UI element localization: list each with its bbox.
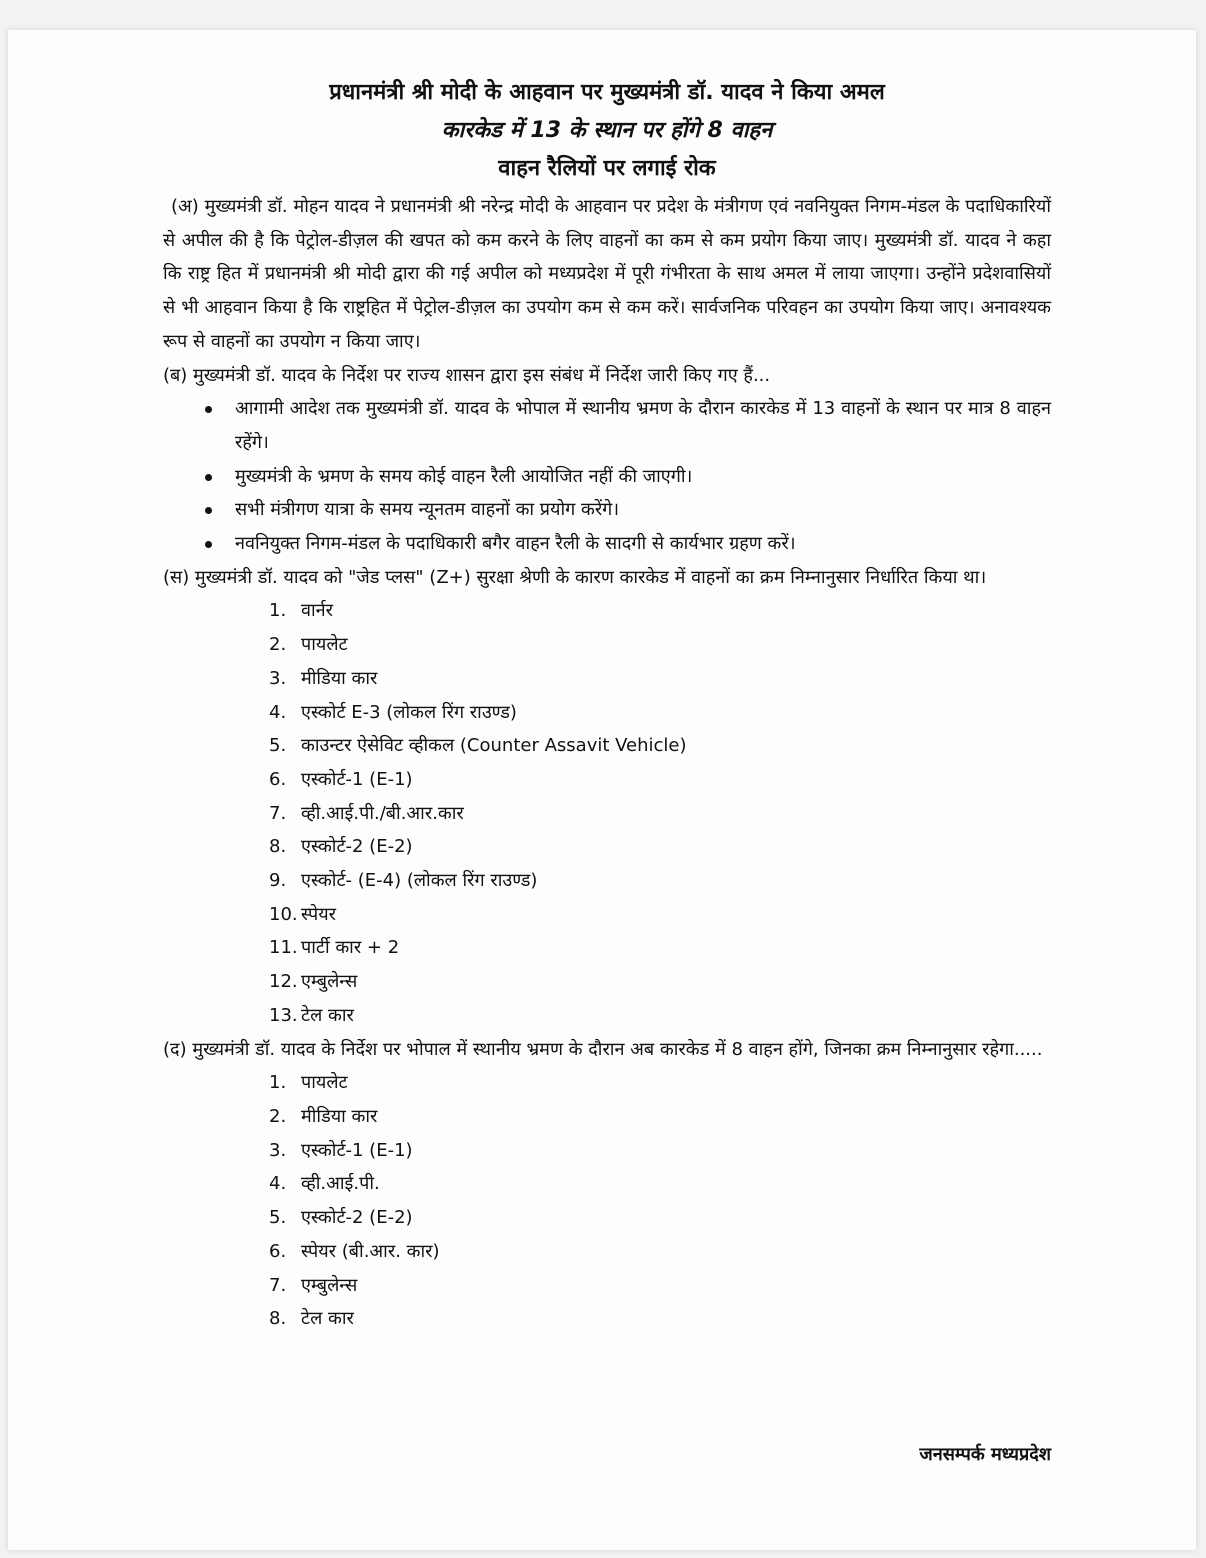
new-convoy-list <box>163 1066 1051 1336</box>
paragraph-c: (स) मुख्यमंत्री डॉ. यादव को "जेड प्लस" (Z+) सुरक्षा श्रेणी के कारण कारकेड में वाहनों का क्रम निम्नानुसार निर्धारित किया था। <box>163 566 987 588</box>
bullet-item: मुख्यमंत्री के भ्रमण के समय कोई वाहन रैली आयोजित नहीं की जाएगी। <box>235 460 1051 494</box>
list-item: 6. एस्कोर्ट-1 (E-1) <box>269 768 413 790</box>
subheadline: कारकेड में 13 के स्थान पर होंगे 8 वाहन <box>441 118 773 143</box>
list-item: 13. टेल कार <box>269 1004 354 1026</box>
list-item: 1. वार्नर <box>269 600 334 622</box>
list-item: 10. स्पेयर <box>269 903 337 925</box>
list-item: 5. काउन्टर ऐसेविट व्हीकल (Counter Assavit Vehicle) <box>269 735 687 757</box>
headline: प्रधानमंत्री श्री मोदी के आहवान पर मुख्यमंत्री डॉ. यादव ने किया अमल <box>329 80 885 105</box>
list-item: 7. एम्बुलेन्स <box>269 1274 358 1296</box>
bullet-item: आगामी आदेश तक मुख्यमंत्री डॉ. यादव के भोपाल में स्थानीय भ्रमण के दौरान कारकेड में 13 वाहनों के स्थान पर मात्र 8 वाहन रहेंगे। <box>235 392 1051 459</box>
bullet-item: नवनियुक्त निगम-मंडल के पदाधिकारी बगैर वाहन रैली के सादगी से कार्यभार ग्रहण करें। <box>235 527 1051 561</box>
list-item: 9. एस्कोर्ट- (E-4) (लोकल रिंग राउण्ड) <box>269 870 538 892</box>
paragraph-a: (अ) मुख्यमंत्री डॉ. मोहन यादव ने प्रधानमंत्री श्री नरेन्द्र मोदी के आहवान पर प्रदेश के मंत्रीगण एवं नवनियुक्त निगम-मंडल के पदाधिकारियों से अपील की है कि पेट्रोल-डीज़ल की खपत को कम करने के लिए वाहनों का कम से कम प्रयोग किया जाए। मुख्यमंत्री डॉ. यादव ने कहा कि राष्ट्र हित में प्रधानमंत्री श्री मोदी द्वारा की गई अपील को मध्यप्रदेश में पूरी गंभीरता के साथ अमल में लाया जाएगा। उन्होंने प्रदेशवासियों से भी आहवान किया है कि राष्ट्रहित में पेट्रोल-डीज़ल का उपयोग कम से कम करें। सार्वजनिक परिवहन का उपयोग किया जाए। अनावश्यक रूप से वाहनों का उपयोग न किया जाए। <box>163 196 1051 352</box>
list-item: 2. मीडिया कार <box>269 1105 378 1127</box>
list-item: 8. टेल कार <box>269 1308 354 1330</box>
list-item: 6. स्पेयर (बी.आर. कार) <box>269 1240 440 1262</box>
list-item: 7. व्ही.आई.पी./बी.आर.कार <box>269 802 464 824</box>
list-item: 5. एस्कोर्ट-2 (E-2) <box>269 1207 413 1229</box>
list-item: 12. एम्बुलेन्स <box>269 971 358 993</box>
list-item: 4. व्ही.आई.पी. <box>269 1173 380 1195</box>
list-item: 8. एस्कोर्ट-2 (E-2) <box>269 836 413 858</box>
document-page <box>8 30 1196 1550</box>
issuer-signature: जनसम्पर्क मध्यप्रदेश <box>919 1444 1051 1465</box>
document-content <box>163 74 1051 1465</box>
list-item: 11. पार्टी कार + 2 <box>269 937 400 959</box>
bullet-icon <box>205 541 212 548</box>
list-item: 2. पायलेट <box>269 634 348 656</box>
bullet-icon <box>205 474 212 481</box>
paragraph-d: (द) मुख्यमंत्री डॉ. यादव के निर्देश पर भोपाल में स्थानीय भ्रमण के दौरान अब कारकेड में 8 वाहन होंगे, जिनका क्रम निम्नानुसार रहेगा..... <box>163 1038 1043 1060</box>
directive-bullet-list <box>163 392 1051 561</box>
old-convoy-list <box>163 594 1051 1032</box>
paragraph-b: (ब) मुख्यमंत्री डॉ. यादव के निर्देश पर राज्य शासन द्वारा इस संबंध में निर्देश जारी किए गए हैं... <box>163 364 771 386</box>
list-item: 1. पायलेट <box>269 1072 348 1094</box>
bullet-item: सभी मंत्रीगण यात्रा के समय न्यूनतम वाहनों का प्रयोग करेंगे। <box>235 493 1051 527</box>
list-item: 3. मीडिया कार <box>269 667 378 689</box>
bullet-icon <box>205 406 212 413</box>
list-item: 4. एस्कोर्ट E-3 (लोकल रिंग राउण्ड) <box>269 701 517 723</box>
bullet-icon <box>205 507 212 514</box>
list-item: 3. एस्कोर्ट-1 (E-1) <box>269 1139 413 1161</box>
subheadline-2: वाहन रैलियों पर लगाई रोक <box>498 156 716 181</box>
